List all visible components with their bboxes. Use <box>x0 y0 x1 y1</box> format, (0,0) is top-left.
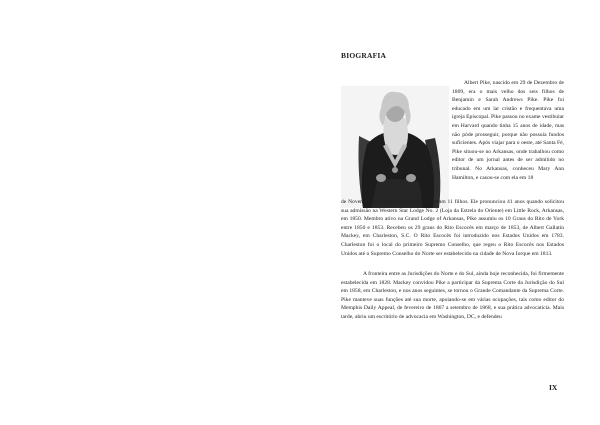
page-number: IX <box>549 383 558 392</box>
portrait-photo <box>341 86 449 208</box>
paragraph-jurisdictions: A fronteira entre as Jurisdições do Norte e do Sul, ainda hoje reconhecida, foi firmemente estabelecida em 1828. Mackey convidou Pike a participar da Suprema Corte da Jurisdição do Sul em 1858, em Charleston, e nos anos seguintes, se tornou o Grande Comandante da Suprema Corte. Pike manteve suas funções até sua morte, apoiando-se em várias ocupações, tais como editor do Memphis Daily Appeal, de fevereiro de 1867 a setembro de 1868, e sua prática advocatícia. Mais tarde, abriu um escritório de advocacia em Washington, DC, e defendeu <box>341 271 564 320</box>
section-heading: BIOGRAFIA <box>341 51 387 60</box>
paragraph-intro-right: Albert Pike, nascido em 29 de Dezembro de 1809, era o mais velho dos seis filhos de Benjamin e Sarah Andrews Pike. Pike foi educado em um lar cristão e frequentava uma igreja Episcopal. Pike passou no exame vestibular em Harvard quando tinha 15 anos de idade, mas não pôde prosseguir, porque não possuía fundos suficientes. Após viajar para o oeste, até Santa Fé, Pike situou-se no Arkansas, onde trabalhou como editor de um jornal antes de ser admitido no tribunal. No Arkansas, conheceu Mary Ann Hamilton, e casou-se com ela em 18 <box>452 80 565 181</box>
paragraph-intro-continued: de Novembro de 1834. Dessa união nasceram 11 filhos. Ele pronunciou 41 anos quando solicitou sua admissão na Western Star Lodge No. 2 (Loja da Estrela do Oriente) em Little Rock, Arkansas, em 1850. Membro ativo na Grand Lodge of Arkansas, Pike assumiu os 10 Graus do Rito de York entre 1850 e 1853. Recebeu os 29 graus do Rito Escocês em março de 1853, de Albert Gallatin Mackey, em Charleston, S.C. O Rito Escocês foi introduzido nos Estados Unidos em 1783. Charleston foi o local do primeiro Supremo Conselho, que regeu o Rito Escocês nos Estados Unidos até o Supremo Conselho do Norte ser estabelecido na cidade de Nova Iorque em 1813. <box>341 199 564 257</box>
